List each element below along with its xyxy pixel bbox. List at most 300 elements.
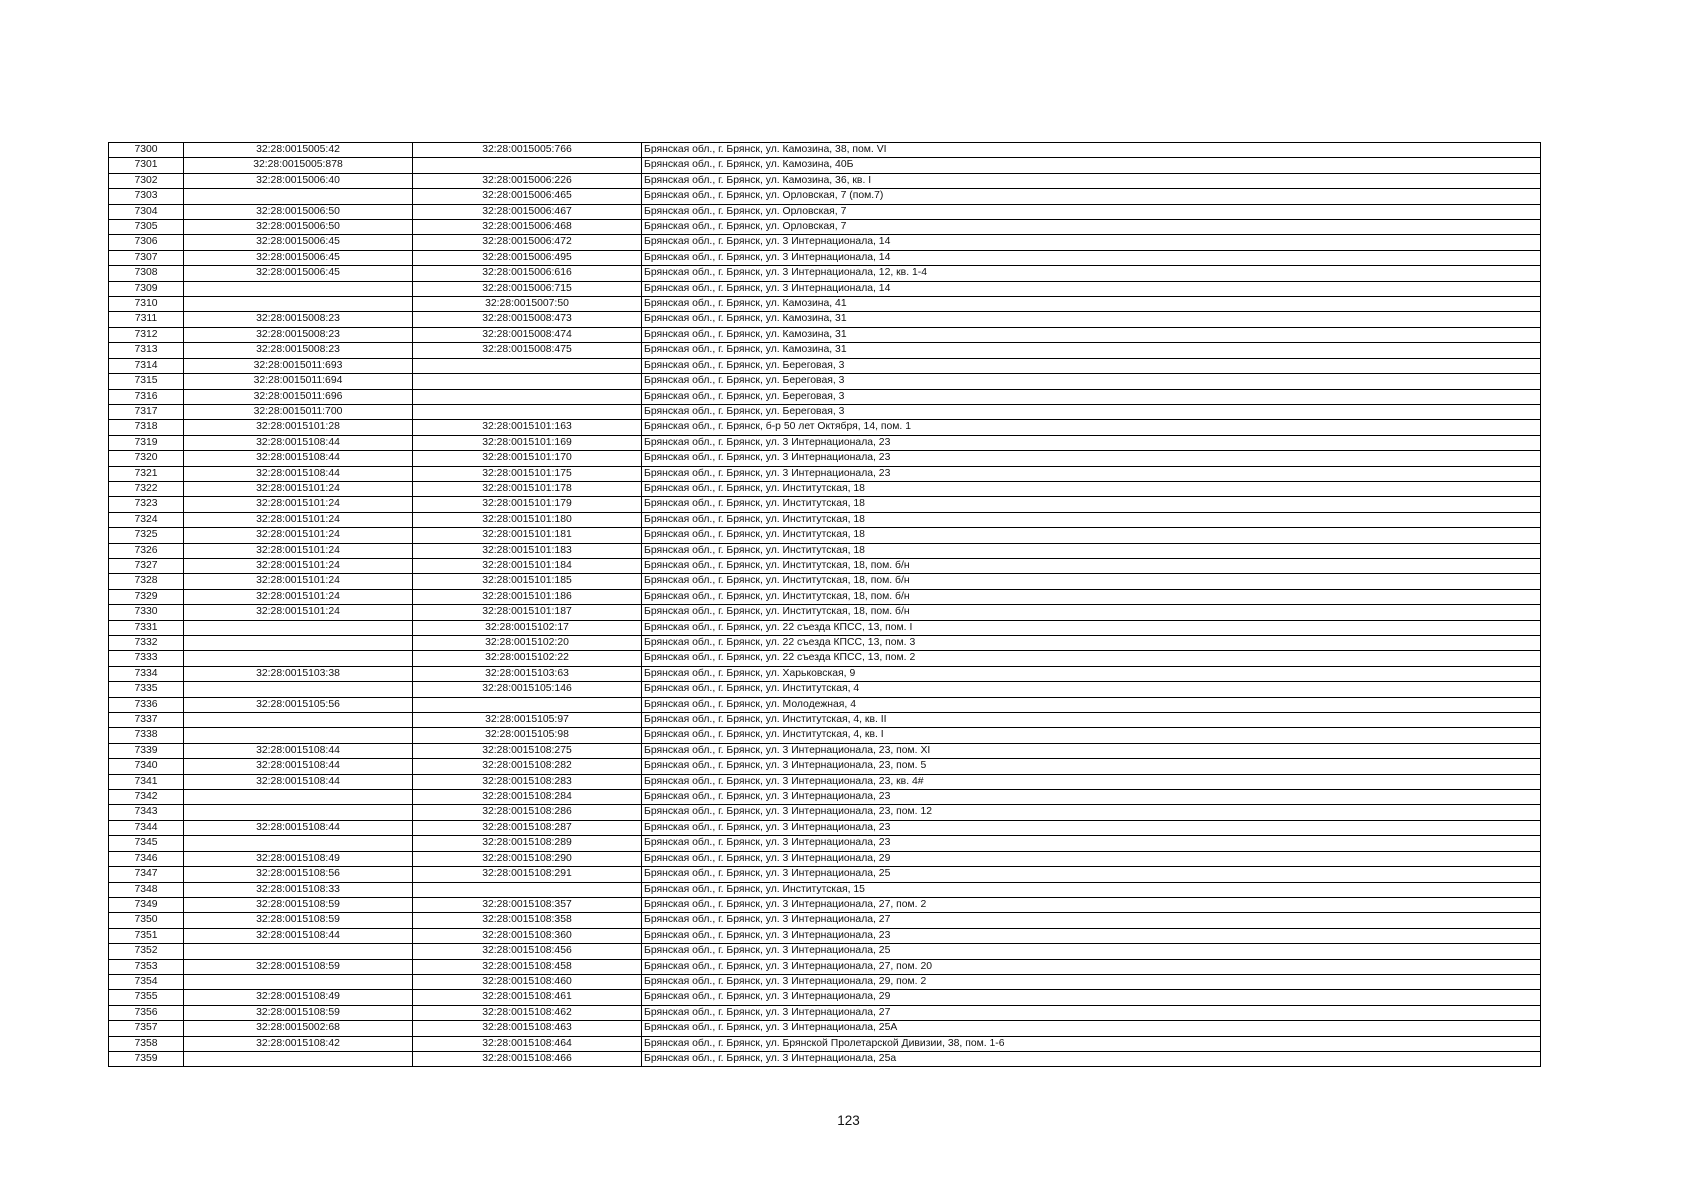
table-row xyxy=(109,897,1541,912)
address-cell: Брянская обл., г. Брянск, ул. 3 Интернационала, 29 xyxy=(642,990,1541,1005)
table-row xyxy=(109,990,1541,1005)
address-cell: Брянская обл., г. Брянск, ул. Институтская, 18, пом. б/н xyxy=(642,574,1541,589)
table-row xyxy=(109,697,1541,712)
cadastral-number-cell: 32:28:0015108:358 xyxy=(413,913,642,928)
table-row xyxy=(109,404,1541,419)
cadastral-number-cell: 32:28:0015108:284 xyxy=(413,790,642,805)
row-number-cell: 7345 xyxy=(109,836,184,851)
parent-cadastral-number-cell: 32:28:0015005:878 xyxy=(184,158,413,173)
table-row xyxy=(109,743,1541,758)
parent-cadastral-number-cell xyxy=(184,790,413,805)
address-cell: Брянская обл., г. Брянск, ул. Институтская, 18 xyxy=(642,481,1541,496)
cadastral-number-cell: 32:28:0015108:289 xyxy=(413,836,642,851)
address-cell: Брянская обл., г. Брянск, ул. Береговая, 3 xyxy=(642,404,1541,419)
table-row xyxy=(109,389,1541,404)
row-number-cell: 7354 xyxy=(109,974,184,989)
row-number-cell: 7308 xyxy=(109,266,184,281)
address-cell: Брянская обл., г. Брянск, ул. Институтская, 18 xyxy=(642,512,1541,527)
parent-cadastral-number-cell: 32:28:0015108:44 xyxy=(184,774,413,789)
parent-cadastral-number-cell: 32:28:0015108:44 xyxy=(184,820,413,835)
cadastral-number-cell xyxy=(413,882,642,897)
cadastral-number-cell: 32:28:0015101:178 xyxy=(413,481,642,496)
row-number-cell: 7343 xyxy=(109,805,184,820)
address-cell: Брянская обл., г. Брянск, ул. 3 Интернационала, 27 xyxy=(642,1005,1541,1020)
cadastral-number-cell: 32:28:0015108:460 xyxy=(413,974,642,989)
address-cell: Брянская обл., г. Брянск, ул. 3 Интернационала, 27 xyxy=(642,913,1541,928)
cadastral-number-cell: 32:28:0015108:360 xyxy=(413,928,642,943)
row-number-cell: 7305 xyxy=(109,220,184,235)
table-row xyxy=(109,266,1541,281)
parent-cadastral-number-cell: 32:28:0015101:24 xyxy=(184,512,413,527)
parent-cadastral-number-cell: 32:28:0015002:68 xyxy=(184,1021,413,1036)
row-number-cell: 7359 xyxy=(109,1051,184,1066)
table-row xyxy=(109,836,1541,851)
cadastral-number-cell: 32:28:0015105:98 xyxy=(413,728,642,743)
parent-cadastral-number-cell: 32:28:0015101:24 xyxy=(184,528,413,543)
cadastral-number-cell xyxy=(413,358,642,373)
parent-cadastral-number-cell: 32:28:0015006:45 xyxy=(184,250,413,265)
address-cell: Брянская обл., г. Брянск, ул. Институтская, 18, пом. б/н xyxy=(642,558,1541,573)
parent-cadastral-number-cell: 32:28:0015108:44 xyxy=(184,466,413,481)
table-row xyxy=(109,374,1541,389)
parent-cadastral-number-cell: 32:28:0015008:23 xyxy=(184,327,413,342)
table-row xyxy=(109,189,1541,204)
row-number-cell: 7327 xyxy=(109,558,184,573)
table-row xyxy=(109,435,1541,450)
row-number-cell: 7338 xyxy=(109,728,184,743)
cadastral-number-cell: 32:28:0015101:187 xyxy=(413,605,642,620)
row-number-cell: 7328 xyxy=(109,574,184,589)
table-row xyxy=(109,420,1541,435)
row-number-cell: 7355 xyxy=(109,990,184,1005)
table-row xyxy=(109,589,1541,604)
parent-cadastral-number-cell: 32:28:0015008:23 xyxy=(184,343,413,358)
table-row xyxy=(109,651,1541,666)
table-row xyxy=(109,558,1541,573)
table-row xyxy=(109,1051,1541,1066)
parent-cadastral-number-cell: 32:28:0015108:59 xyxy=(184,913,413,928)
table-row xyxy=(109,682,1541,697)
parent-cadastral-number-cell: 32:28:0015011:696 xyxy=(184,389,413,404)
table-row xyxy=(109,466,1541,481)
table-row xyxy=(109,173,1541,188)
table-row xyxy=(109,497,1541,512)
row-number-cell: 7350 xyxy=(109,913,184,928)
parent-cadastral-number-cell: 32:28:0015006:40 xyxy=(184,173,413,188)
cadastral-number-cell: 32:28:0015006:495 xyxy=(413,250,642,265)
table-row xyxy=(109,481,1541,496)
parent-cadastral-number-cell: 32:28:0015108:44 xyxy=(184,743,413,758)
cadastral-number-cell: 32:28:0015108:287 xyxy=(413,820,642,835)
address-cell: Брянская обл., г. Брянск, ул. 3 Интернационала, 14 xyxy=(642,281,1541,296)
row-number-cell: 7329 xyxy=(109,589,184,604)
cadastral-number-cell: 32:28:0015101:185 xyxy=(413,574,642,589)
parent-cadastral-number-cell: 32:28:0015011:694 xyxy=(184,374,413,389)
parent-cadastral-number-cell: 32:28:0015108:56 xyxy=(184,867,413,882)
parent-cadastral-number-cell: 32:28:0015006:50 xyxy=(184,220,413,235)
parent-cadastral-number-cell: 32:28:0015101:24 xyxy=(184,574,413,589)
registry-table-body xyxy=(109,143,1541,1067)
address-cell: Брянская обл., г. Брянск, ул. Институтская, 18 xyxy=(642,543,1541,558)
row-number-cell: 7353 xyxy=(109,959,184,974)
parent-cadastral-number-cell: 32:28:0015101:24 xyxy=(184,605,413,620)
cadastral-number-cell xyxy=(413,697,642,712)
cadastral-number-cell: 32:28:0015102:17 xyxy=(413,620,642,635)
parent-cadastral-number-cell: 32:28:0015108:44 xyxy=(184,928,413,943)
address-cell: Брянская обл., г. Брянск, ул. 3 Интернационала, 25 xyxy=(642,944,1541,959)
cadastral-number-cell: 32:28:0015108:461 xyxy=(413,990,642,1005)
parent-cadastral-number-cell: 32:28:0015011:693 xyxy=(184,358,413,373)
table-row xyxy=(109,281,1541,296)
parent-cadastral-number-cell xyxy=(184,805,413,820)
address-cell: Брянская обл., г. Брянск, ул. 3 Интернационала, 23 xyxy=(642,820,1541,835)
cadastral-number-cell: 32:28:0015108:463 xyxy=(413,1021,642,1036)
cadastral-number-cell: 32:28:0015105:97 xyxy=(413,713,642,728)
address-cell: Брянская обл., г. Брянск, ул. Береговая, 3 xyxy=(642,358,1541,373)
cadastral-number-cell: 32:28:0015005:766 xyxy=(413,143,642,158)
parent-cadastral-number-cell xyxy=(184,620,413,635)
parent-cadastral-number-cell: 32:28:0015103:38 xyxy=(184,666,413,681)
table-row xyxy=(109,974,1541,989)
row-number-cell: 7339 xyxy=(109,743,184,758)
cadastral-number-cell: 32:28:0015108:466 xyxy=(413,1051,642,1066)
address-cell: Брянская обл., г. Брянск, ул. 3 Интернационала, 27, пом. 2 xyxy=(642,897,1541,912)
table-row xyxy=(109,959,1541,974)
address-cell: Брянская обл., г. Брянск, ул. Камозина, 31 xyxy=(642,343,1541,358)
cadastral-number-cell: 32:28:0015102:20 xyxy=(413,636,642,651)
row-number-cell: 7314 xyxy=(109,358,184,373)
cadastral-number-cell: 32:28:0015101:186 xyxy=(413,589,642,604)
address-cell: Брянская обл., г. Брянск, ул. 3 Интернационала, 23 xyxy=(642,790,1541,805)
cadastral-number-cell: 32:28:0015007:50 xyxy=(413,297,642,312)
row-number-cell: 7309 xyxy=(109,281,184,296)
address-cell: Брянская обл., г. Брянск, ул. 22 съезда КПСС, 13, пом. I xyxy=(642,620,1541,635)
row-number-cell: 7324 xyxy=(109,512,184,527)
parent-cadastral-number-cell: 32:28:0015108:33 xyxy=(184,882,413,897)
table-row xyxy=(109,820,1541,835)
parent-cadastral-number-cell: 32:28:0015105:56 xyxy=(184,697,413,712)
row-number-cell: 7325 xyxy=(109,528,184,543)
address-cell: Брянская обл., г. Брянск, ул. Институтская, 4, кв. I xyxy=(642,728,1541,743)
address-cell: Брянская обл., г. Брянск, ул. Камозина, 40Б xyxy=(642,158,1541,173)
address-cell: Брянская обл., г. Брянск, ул. Орловская, 7 (пом.7) xyxy=(642,189,1541,204)
cadastral-number-cell: 32:28:0015101:181 xyxy=(413,528,642,543)
row-number-cell: 7326 xyxy=(109,543,184,558)
table-row xyxy=(109,944,1541,959)
address-cell: Брянская обл., г. Брянск, ул. 3 Интернационала, 25 xyxy=(642,867,1541,882)
parent-cadastral-number-cell: 32:28:0015108:59 xyxy=(184,1005,413,1020)
address-cell: Брянская обл., г. Брянск, ул. 3 Интернационала, 29 xyxy=(642,851,1541,866)
table-row xyxy=(109,666,1541,681)
table-row xyxy=(109,250,1541,265)
address-cell: Брянская обл., г. Брянск, б-р 50 лет Октября, 14, пом. 1 xyxy=(642,420,1541,435)
parent-cadastral-number-cell: 32:28:0015108:59 xyxy=(184,897,413,912)
table-row xyxy=(109,358,1541,373)
parent-cadastral-number-cell: 32:28:0015108:42 xyxy=(184,1036,413,1051)
parent-cadastral-number-cell xyxy=(184,974,413,989)
address-cell: Брянская обл., г. Брянск, ул. 3 Интернационала, 12, кв. 1-4 xyxy=(642,266,1541,281)
row-number-cell: 7322 xyxy=(109,481,184,496)
cadastral-number-cell: 32:28:0015101:183 xyxy=(413,543,642,558)
row-number-cell: 7358 xyxy=(109,1036,184,1051)
table-row xyxy=(109,543,1541,558)
cadastral-number-cell: 32:28:0015006:472 xyxy=(413,235,642,250)
address-cell: Брянская обл., г. Брянск, ул. 22 съезда КПСС, 13, пом. 3 xyxy=(642,636,1541,651)
address-cell: Брянская обл., г. Брянск, ул. Молодежная, 4 xyxy=(642,697,1541,712)
address-cell: Брянская обл., г. Брянск, ул. Институтская, 18, пом. б/н xyxy=(642,605,1541,620)
cadastral-number-cell: 32:28:0015101:179 xyxy=(413,497,642,512)
cadastral-number-cell: 32:28:0015101:175 xyxy=(413,466,642,481)
address-cell: Брянская обл., г. Брянск, ул. Береговая, 3 xyxy=(642,389,1541,404)
parent-cadastral-number-cell xyxy=(184,1051,413,1066)
parent-cadastral-number-cell xyxy=(184,713,413,728)
row-number-cell: 7331 xyxy=(109,620,184,635)
row-number-cell: 7336 xyxy=(109,697,184,712)
address-cell: Брянская обл., г. Брянск, ул. Харьковская, 9 xyxy=(642,666,1541,681)
row-number-cell: 7315 xyxy=(109,374,184,389)
address-cell: Брянская обл., г. Брянск, ул. Брянской Пролетарской Дивизии, 38, пом. 1-6 xyxy=(642,1036,1541,1051)
row-number-cell: 7342 xyxy=(109,790,184,805)
table-row xyxy=(109,605,1541,620)
row-number-cell: 7317 xyxy=(109,404,184,419)
address-cell: Брянская обл., г. Брянск, ул. Институтская, 15 xyxy=(642,882,1541,897)
parent-cadastral-number-cell: 32:28:0015101:28 xyxy=(184,420,413,435)
table-row xyxy=(109,451,1541,466)
address-cell: Брянская обл., г. Брянск, ул. Камозина, 31 xyxy=(642,312,1541,327)
address-cell: Брянская обл., г. Брянск, ул. 3 Интернационала, 14 xyxy=(642,235,1541,250)
parent-cadastral-number-cell xyxy=(184,728,413,743)
table-row xyxy=(109,143,1541,158)
row-number-cell: 7301 xyxy=(109,158,184,173)
address-cell: Брянская обл., г. Брянск, ул. 3 Интернационала, 14 xyxy=(642,250,1541,265)
parent-cadastral-number-cell xyxy=(184,651,413,666)
row-number-cell: 7304 xyxy=(109,204,184,219)
address-cell: Брянская обл., г. Брянск, ул. 3 Интернационала, 23, пом. XI xyxy=(642,743,1541,758)
cadastral-number-cell: 32:28:0015108:458 xyxy=(413,959,642,974)
row-number-cell: 7349 xyxy=(109,897,184,912)
row-number-cell: 7312 xyxy=(109,327,184,342)
table-row xyxy=(109,636,1541,651)
parent-cadastral-number-cell: 32:28:0015108:44 xyxy=(184,435,413,450)
row-number-cell: 7356 xyxy=(109,1005,184,1020)
table-row xyxy=(109,728,1541,743)
row-number-cell: 7357 xyxy=(109,1021,184,1036)
table-row xyxy=(109,913,1541,928)
cadastral-number-cell xyxy=(413,389,642,404)
row-number-cell: 7303 xyxy=(109,189,184,204)
cadastral-number-cell: 32:28:0015105:146 xyxy=(413,682,642,697)
address-cell: Брянская обл., г. Брянск, ул. 3 Интернационала, 23 xyxy=(642,928,1541,943)
cadastral-number-cell xyxy=(413,374,642,389)
row-number-cell: 7335 xyxy=(109,682,184,697)
parent-cadastral-number-cell xyxy=(184,636,413,651)
parent-cadastral-number-cell: 32:28:0015006:45 xyxy=(184,235,413,250)
table-row xyxy=(109,158,1541,173)
parent-cadastral-number-cell: 32:28:0015108:59 xyxy=(184,959,413,974)
cadastral-number-cell: 32:28:0015102:22 xyxy=(413,651,642,666)
table-row xyxy=(109,235,1541,250)
address-cell: Брянская обл., г. Брянск, ул. Институтская, 18, пом. б/н xyxy=(642,589,1541,604)
table-row xyxy=(109,759,1541,774)
row-number-cell: 7351 xyxy=(109,928,184,943)
parent-cadastral-number-cell xyxy=(184,836,413,851)
address-cell: Брянская обл., г. Брянск, ул. 3 Интернационала, 23 xyxy=(642,451,1541,466)
parent-cadastral-number-cell: 32:28:0015101:24 xyxy=(184,543,413,558)
row-number-cell: 7332 xyxy=(109,636,184,651)
row-number-cell: 7307 xyxy=(109,250,184,265)
address-cell: Брянская обл., г. Брянск, ул. 3 Интернационала, 23 xyxy=(642,466,1541,481)
parent-cadastral-number-cell: 32:28:0015108:49 xyxy=(184,990,413,1005)
cadastral-number-cell: 32:28:0015101:169 xyxy=(413,435,642,450)
table-row xyxy=(109,343,1541,358)
table-row xyxy=(109,220,1541,235)
table-row xyxy=(109,882,1541,897)
address-cell: Брянская обл., г. Брянск, ул. 3 Интернационала, 29, пом. 2 xyxy=(642,974,1541,989)
address-cell: Брянская обл., г. Брянск, ул. Институтская, 18 xyxy=(642,497,1541,512)
table-row xyxy=(109,1036,1541,1051)
row-number-cell: 7340 xyxy=(109,759,184,774)
table-row xyxy=(109,1005,1541,1020)
row-number-cell: 7320 xyxy=(109,451,184,466)
parent-cadastral-number-cell xyxy=(184,682,413,697)
table-row xyxy=(109,867,1541,882)
cadastral-number-cell: 32:28:0015108:456 xyxy=(413,944,642,959)
parent-cadastral-number-cell: 32:28:0015101:24 xyxy=(184,497,413,512)
parent-cadastral-number-cell: 32:28:0015108:49 xyxy=(184,851,413,866)
cadastral-number-cell: 32:28:0015108:464 xyxy=(413,1036,642,1051)
cadastral-number-cell: 32:28:0015006:467 xyxy=(413,204,642,219)
parent-cadastral-number-cell: 32:28:0015011:700 xyxy=(184,404,413,419)
cadastral-number-cell: 32:28:0015108:290 xyxy=(413,851,642,866)
cadastral-number-cell xyxy=(413,158,642,173)
table-row xyxy=(109,620,1541,635)
page-number: 123 xyxy=(837,1113,860,1128)
row-number-cell: 7321 xyxy=(109,466,184,481)
parent-cadastral-number-cell: 32:28:0015005:42 xyxy=(184,143,413,158)
table-row xyxy=(109,574,1541,589)
address-cell: Брянская обл., г. Брянск, ул. Камозина, 31 xyxy=(642,327,1541,342)
cadastral-number-cell: 32:28:0015101:170 xyxy=(413,451,642,466)
table-row xyxy=(109,774,1541,789)
address-cell: Брянская обл., г. Брянск, ул. 3 Интернационала, 23 xyxy=(642,435,1541,450)
row-number-cell: 7319 xyxy=(109,435,184,450)
address-cell: Брянская обл., г. Брянск, ул. Орловская, 7 xyxy=(642,220,1541,235)
parent-cadastral-number-cell: 32:28:0015008:23 xyxy=(184,312,413,327)
table-row xyxy=(109,312,1541,327)
table-row xyxy=(109,790,1541,805)
row-number-cell: 7334 xyxy=(109,666,184,681)
cadastral-number-cell: 32:28:0015008:474 xyxy=(413,327,642,342)
table-row xyxy=(109,327,1541,342)
parent-cadastral-number-cell xyxy=(184,944,413,959)
address-cell: Брянская обл., г. Брянск, ул. 3 Интернационала, 23 xyxy=(642,836,1541,851)
cadastral-number-cell: 32:28:0015006:468 xyxy=(413,220,642,235)
cadastral-number-cell: 32:28:0015101:163 xyxy=(413,420,642,435)
cadastral-number-cell: 32:28:0015103:63 xyxy=(413,666,642,681)
table-row xyxy=(109,805,1541,820)
row-number-cell: 7348 xyxy=(109,882,184,897)
address-cell: Брянская обл., г. Брянск, ул. 3 Интернационала, 23, пом. 5 xyxy=(642,759,1541,774)
cadastral-number-cell: 32:28:0015101:184 xyxy=(413,558,642,573)
table-row xyxy=(109,204,1541,219)
parent-cadastral-number-cell xyxy=(184,297,413,312)
property-registry-table xyxy=(108,142,1541,1067)
table-row xyxy=(109,713,1541,728)
row-number-cell: 7341 xyxy=(109,774,184,789)
address-cell: Брянская обл., г. Брянск, ул. 3 Интернационала, 23, пом. 12 xyxy=(642,805,1541,820)
cadastral-number-cell: 32:28:0015108:357 xyxy=(413,897,642,912)
address-cell: Брянская обл., г. Брянск, ул. Камозина, 41 xyxy=(642,297,1541,312)
parent-cadastral-number-cell xyxy=(184,281,413,296)
row-number-cell: 7306 xyxy=(109,235,184,250)
row-number-cell: 7333 xyxy=(109,651,184,666)
parent-cadastral-number-cell xyxy=(184,189,413,204)
cadastral-number-cell: 32:28:0015008:475 xyxy=(413,343,642,358)
address-cell: Брянская обл., г. Брянск, ул. Институтская, 18 xyxy=(642,528,1541,543)
row-number-cell: 7300 xyxy=(109,143,184,158)
address-cell: Брянская обл., г. Брянск, ул. 3 Интернационала, 23, кв. 4# xyxy=(642,774,1541,789)
address-cell: Брянская обл., г. Брянск, ул. Орловская, 7 xyxy=(642,204,1541,219)
row-number-cell: 7311 xyxy=(109,312,184,327)
address-cell: Брянская обл., г. Брянск, ул. 22 съезда КПСС, 13, пом. 2 xyxy=(642,651,1541,666)
cadastral-number-cell: 32:28:0015006:226 xyxy=(413,173,642,188)
cadastral-number-cell: 32:28:0015108:275 xyxy=(413,743,642,758)
row-number-cell: 7310 xyxy=(109,297,184,312)
parent-cadastral-number-cell: 32:28:0015108:44 xyxy=(184,759,413,774)
address-cell: Брянская обл., г. Брянск, ул. Камозина, 38, пом. VI xyxy=(642,143,1541,158)
address-cell: Брянская обл., г. Брянск, ул. Институтская, 4, кв. II xyxy=(642,713,1541,728)
row-number-cell: 7313 xyxy=(109,343,184,358)
address-cell: Брянская обл., г. Брянск, ул. Институтская, 4 xyxy=(642,682,1541,697)
table-row xyxy=(109,528,1541,543)
address-cell: Брянская обл., г. Брянск, ул. 3 Интернационала, 27, пом. 20 xyxy=(642,959,1541,974)
cadastral-number-cell: 32:28:0015108:282 xyxy=(413,759,642,774)
parent-cadastral-number-cell: 32:28:0015101:24 xyxy=(184,558,413,573)
parent-cadastral-number-cell: 32:28:0015101:24 xyxy=(184,481,413,496)
cadastral-number-cell: 32:28:0015008:473 xyxy=(413,312,642,327)
table-row xyxy=(109,297,1541,312)
registry-page xyxy=(108,142,1540,1067)
table-row xyxy=(109,851,1541,866)
cadastral-number-cell: 32:28:0015108:286 xyxy=(413,805,642,820)
row-number-cell: 7347 xyxy=(109,867,184,882)
table-row xyxy=(109,928,1541,943)
cadastral-number-cell: 32:28:0015108:283 xyxy=(413,774,642,789)
parent-cadastral-number-cell: 32:28:0015006:45 xyxy=(184,266,413,281)
row-number-cell: 7316 xyxy=(109,389,184,404)
parent-cadastral-number-cell: 32:28:0015101:24 xyxy=(184,589,413,604)
table-row xyxy=(109,1021,1541,1036)
row-number-cell: 7352 xyxy=(109,944,184,959)
cadastral-number-cell: 32:28:0015101:180 xyxy=(413,512,642,527)
cadastral-number-cell xyxy=(413,404,642,419)
cadastral-number-cell: 32:28:0015108:291 xyxy=(413,867,642,882)
parent-cadastral-number-cell: 32:28:0015108:44 xyxy=(184,451,413,466)
cadastral-number-cell: 32:28:0015006:616 xyxy=(413,266,642,281)
row-number-cell: 7318 xyxy=(109,420,184,435)
row-number-cell: 7346 xyxy=(109,851,184,866)
table-row xyxy=(109,512,1541,527)
cadastral-number-cell: 32:28:0015006:715 xyxy=(413,281,642,296)
row-number-cell: 7323 xyxy=(109,497,184,512)
address-cell: Брянская обл., г. Брянск, ул. 3 Интернационала, 25а xyxy=(642,1051,1541,1066)
parent-cadastral-number-cell: 32:28:0015006:50 xyxy=(184,204,413,219)
row-number-cell: 7337 xyxy=(109,713,184,728)
address-cell: Брянская обл., г. Брянск, ул. 3 Интернационала, 25А xyxy=(642,1021,1541,1036)
row-number-cell: 7344 xyxy=(109,820,184,835)
cadastral-number-cell: 32:28:0015108:462 xyxy=(413,1005,642,1020)
row-number-cell: 7330 xyxy=(109,605,184,620)
